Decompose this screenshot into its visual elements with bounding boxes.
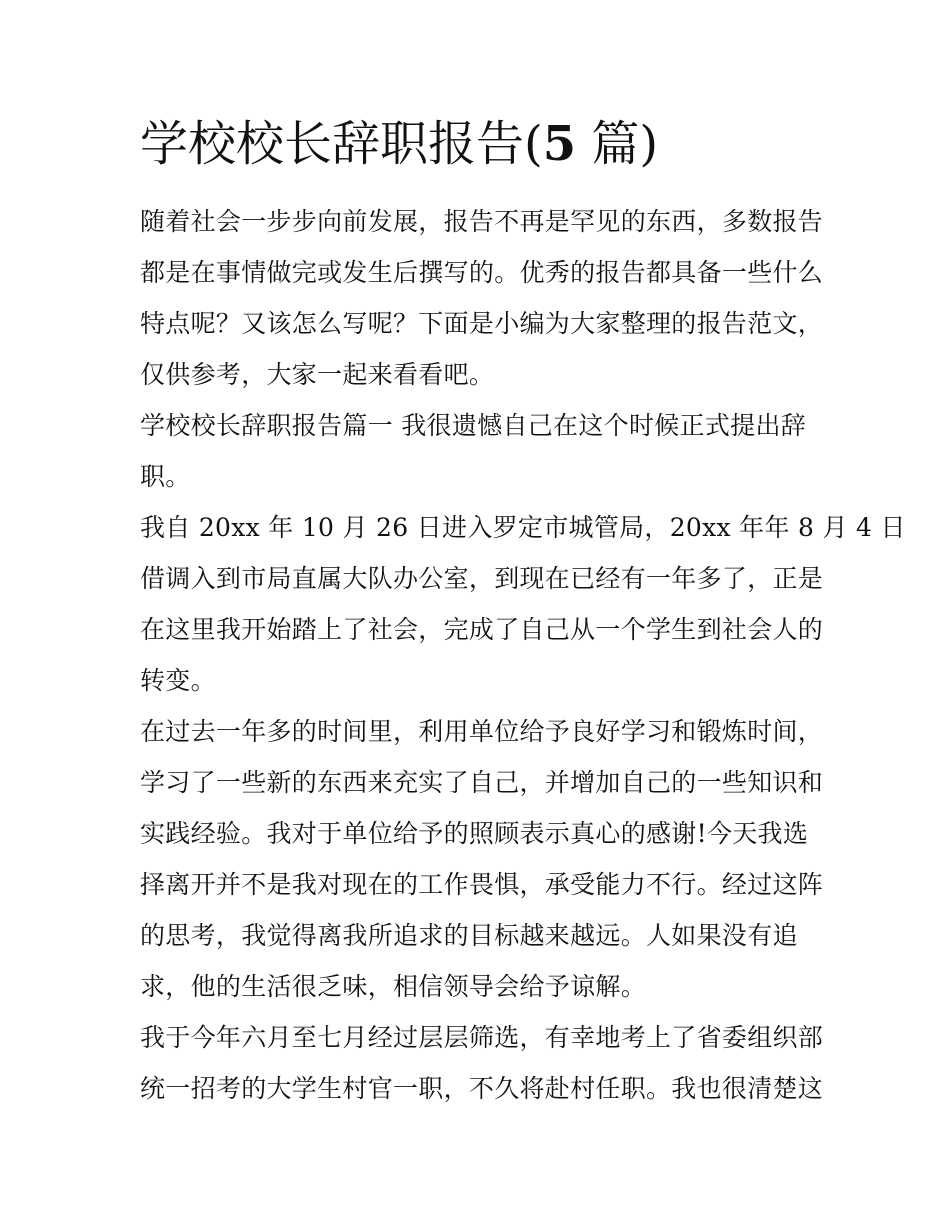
document-title bbox=[140, 112, 658, 176]
body-line: 实践经验。我对于单位给予的照顾表示真心的感谢!今天我选 bbox=[140, 819, 809, 848]
title-number: 5 bbox=[542, 116, 577, 172]
body-line: 学习了一些新的东西来充实了自己，并增加自己的一些知识和 bbox=[140, 768, 824, 797]
body-line: 求，他的生活很乏味，相信领导会给予谅解。 bbox=[140, 972, 647, 1001]
body-line: 职。 bbox=[140, 462, 191, 491]
body-line: 特点呢？又该怎么写呢？下面是小编为大家整理的报告范文， bbox=[140, 309, 824, 338]
body-line: 我于今年六月至七月经过层层筛选，有幸地考上了省委组织部 bbox=[140, 1023, 824, 1052]
body-line: 仅供参考，大家一起来看看吧。 bbox=[140, 360, 495, 389]
body-line: 借调入到市局直属大队办公室，到现在已经有一年多了，正是 bbox=[140, 564, 824, 593]
body-line: 在过去一年多的时间里，利用单位给予良好学习和锻炼时间， bbox=[140, 717, 824, 746]
body-line: 在这里我开始踏上了社会，完成了自己从一个学生到社会人的 bbox=[140, 615, 824, 644]
body-line: 都是在事情做完或发生后撰写的。优秀的报告都具备一些什么 bbox=[140, 258, 824, 287]
body-line: 学校校长辞职报告篇一 我很遗憾自己在这个时候正式提出辞 bbox=[140, 411, 807, 440]
title-prefix: 学校校长辞职报告( bbox=[140, 116, 543, 172]
body-line: 的思考，我觉得离我所追求的目标越来越远。人如果没有追 bbox=[140, 921, 798, 950]
body-line: 随着社会一步步向前发展，报告不再是罕见的东西，多数报告 bbox=[140, 207, 824, 236]
body-line: 择离开并不是我对现在的工作畏惧，承受能力不行。经过这阵 bbox=[140, 870, 824, 899]
title-suffix: 篇) bbox=[576, 116, 659, 172]
body-line: 我自 20xx 年 10 月 26 日进入罗定市城管局，20xx 年年 8 月 4 日 bbox=[140, 513, 906, 542]
body-line: 统一招考的大学生村官一职，不久将赴村任职。我也很清楚这 bbox=[140, 1074, 824, 1103]
body-line: 转变。 bbox=[140, 666, 216, 695]
